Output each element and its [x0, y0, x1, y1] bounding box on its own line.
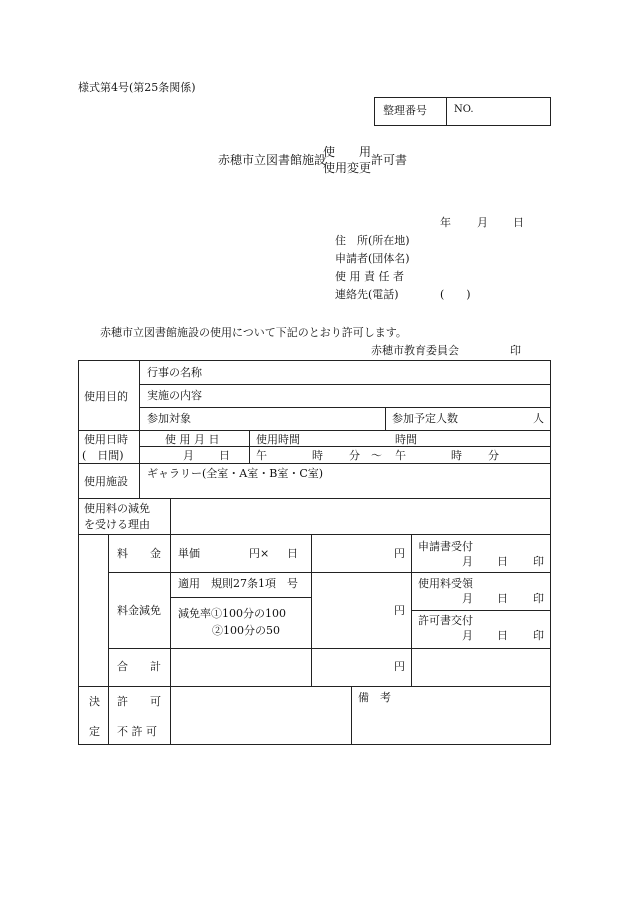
title-suffix: 許可書 [371, 153, 408, 167]
permit-issued-seal: 印 [533, 629, 544, 642]
reduction-rate-1: 減免率①100分の100 [178, 607, 286, 620]
end-am: 午 [395, 449, 406, 462]
application-received-label: 申請書受付 [418, 540, 473, 553]
issuer-name: 赤穂市教育委員会 [371, 344, 459, 357]
decision-char-2: 定 [89, 725, 100, 738]
fee-received-label: 使用料受領 [418, 577, 473, 590]
unit-price-label: 単価 [178, 547, 200, 560]
participants-label: 参加対象 [147, 412, 191, 425]
permit-statement: 赤穂市立図書館施設の使用について下記のとおり許可します。 [100, 326, 407, 339]
total-yen: 円 [394, 660, 405, 673]
issuer-seal: 印 [510, 344, 521, 357]
fee-received-day: 日 [497, 592, 508, 605]
title-prefix: 赤穂市立図書館施設 [218, 153, 327, 167]
reduction-rate-2: ②100分の50 [212, 624, 280, 637]
application-received-day: 日 [497, 555, 508, 568]
fee-label: 料 金 [117, 547, 161, 560]
date-year: 年 [440, 216, 451, 229]
non-permit-option[interactable]: 不 許 可 [117, 725, 157, 738]
start-hour: 時 [312, 449, 323, 462]
date-month-unit: 月 [183, 449, 194, 462]
content-label: 実施の内容 [147, 389, 202, 402]
facility-label: 使用施設 [84, 475, 128, 488]
gallery-options: ギャラリー(全室・A室・B室・C室) [147, 467, 324, 480]
reference-divider [446, 97, 447, 126]
application-received-month: 月 [462, 555, 473, 568]
end-hour: 時 [451, 449, 462, 462]
unit-price-yen-times: 円× [249, 547, 270, 560]
applicant-name-label: 申請者(団体名) [335, 252, 410, 265]
fee-received-month: 月 [462, 592, 473, 605]
applicable-rule: 適用 規則27条1項 号 [178, 577, 298, 590]
date-day: 日 [513, 216, 524, 229]
end-minute: 分 [488, 449, 499, 462]
fee-reduction-label: 料金減免 [117, 604, 161, 617]
decision-char-1: 決 [89, 695, 100, 708]
applicant-contact-paren: ( ) [440, 288, 471, 301]
start-am: 午 [256, 449, 267, 462]
permit-issued-day: 日 [497, 629, 508, 642]
reason-label-1: 使用料の減免 [84, 502, 150, 515]
permit-option[interactable]: 許 可 [117, 695, 161, 708]
title-option-change: 使用変更 [323, 161, 372, 175]
applicant-manager-label: 使 用 責 任 者 [335, 270, 404, 283]
reason-label-2: を受ける理由 [84, 518, 150, 531]
purpose-label: 使用目的 [84, 390, 128, 403]
time-range-tilde: ～ [371, 449, 382, 462]
total-label: 合 計 [117, 660, 161, 673]
reference-label: 整理番号 [383, 104, 427, 117]
start-minute: 分 [349, 449, 360, 462]
reference-value[interactable]: NO. [454, 104, 474, 115]
applicant-contact-label: 連絡先(電話) [335, 288, 399, 301]
remarks-label: 備 考 [358, 691, 391, 704]
time-label: 時間 [395, 433, 417, 446]
unit-price-day: 日 [287, 547, 298, 560]
title-option-use: 使 用 [323, 145, 372, 159]
use-time-label: 使用時間 [256, 433, 300, 446]
permit-issued-month: 月 [462, 629, 473, 642]
event-name-label: 行事の名称 [147, 366, 202, 379]
fee-yen: 円 [394, 547, 405, 560]
datetime-label: 使用日時 [84, 433, 128, 446]
expected-count-label: 参加予定人数 [392, 412, 458, 425]
applicant-address-label: 住 所(所在地) [335, 234, 410, 247]
date-day-unit: 日 [219, 449, 230, 462]
reduction-yen: 円 [394, 604, 405, 617]
date-month: 月 [477, 216, 488, 229]
fee-received-seal: 印 [533, 592, 544, 605]
person-unit: 人 [533, 412, 544, 425]
application-received-seal: 印 [533, 555, 544, 568]
datetime-days: ( 日間) [82, 449, 124, 462]
permit-issued-label: 許可書交付 [418, 614, 473, 627]
form-id: 様式第4号(第25条関係) [78, 81, 196, 94]
use-date-label: 使 用 月 日 [165, 433, 220, 446]
